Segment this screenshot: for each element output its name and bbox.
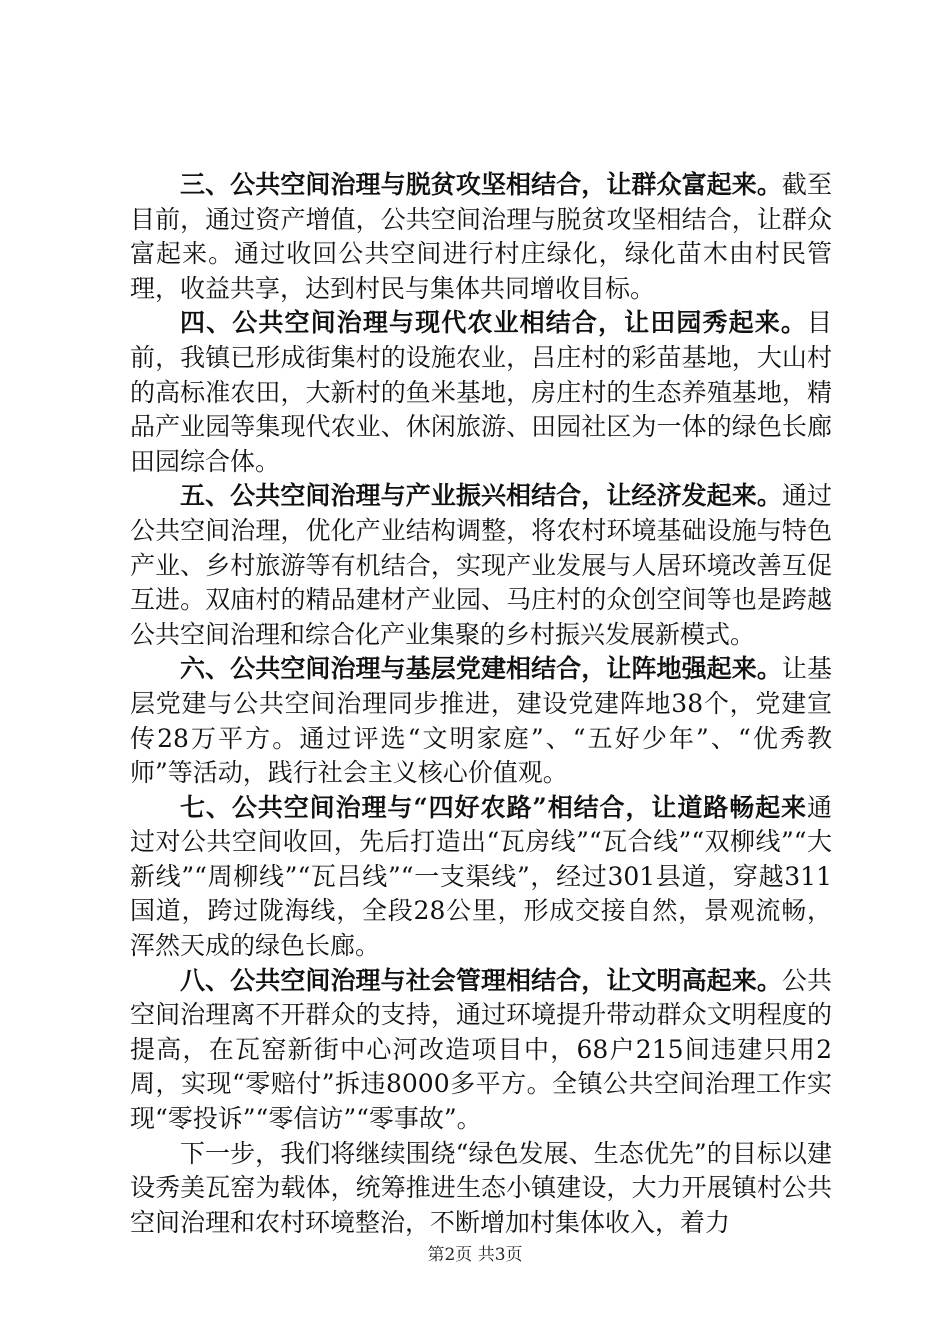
paragraph-7 — [130, 791, 832, 964]
paragraph-6 — [130, 652, 832, 790]
paragraph-heading: 五、公共空间治理与产业振兴相结合，让经济发起来。 — [180, 481, 782, 511]
paragraph-heading: 八、公共空间治理与社会管理相结合，让文明高起来。 — [180, 965, 782, 995]
paragraph-heading: 四、公共空间治理与现代农业相结合，让田园秀起来。 — [180, 308, 807, 338]
paragraph-text: 通过对公共空间收回，先后打造出“瓦房线”“瓦合线”“双柳线”“大新线”“周柳线”“瓦吕线”“一支渠线”，经过301县道，穿越311国道，跨过陇海线，全段28公里，形成交接自然，景观流畅，浑然天成的绿色长廊。 — [130, 792, 832, 961]
paragraph-text: 截至目前，通过资产增值，公共空间治理与脱贫攻坚相结合，让群众富起来。通过收回公共空间进行村庄绿化，绿化苗木由村民管理，收益共享，达到村民与集体共同增收目标。 — [130, 170, 832, 303]
paragraph-text: 公共空间治理离不开群众的支持，通过环境提升带动群众文明程度的提高，在瓦窑新街中心河改造项目中，68户215间违建只用2周，实现“零赔付”拆违8000多平方。全镇公共空间治理工作实现“零投诉”“零信访”“零事故”。 — [130, 965, 832, 1134]
paragraph-4 — [130, 306, 832, 479]
paragraph-5 — [130, 479, 832, 652]
paragraph-text: 下一步，我们将继续围绕“绿色发展、生态优先”的目标以建设秀美瓦窑为载体，统筹推进生态小镇建设，大力开展镇村公共空间治理和农村环境整治，不断增加村集体收入，着力 — [130, 1138, 832, 1237]
paragraph-text: 通过公共空间治理，优化产业结构调整，将农村环境基础设施与特色产业、乡村旅游等有机结合，实现产业发展与人居环境改善互促互进。双庙村的精品建材产业园、马庄村的众创空间等也是跨越公共空间治理和综合化产业集聚的乡村振兴发展新模式。 — [130, 481, 832, 649]
paragraph-text: 目前，我镇已形成街集村的设施农业，吕庄村的彩苗基地，大山村的高标准农田，大新村的鱼米基地，房庄村的生态养殖基地，精品产业园等集现代农业、休闲旅游、田园社区为一体的绿色长廊田园综合体。 — [130, 308, 832, 476]
paragraph-8 — [130, 964, 832, 1137]
paragraph-heading: 六、公共空间治理与基层党建相结合，让阵地强起来。 — [180, 654, 782, 684]
paragraph-heading: 七、公共空间治理与“四好农路”相结合，让道路畅起来 — [180, 792, 807, 822]
page-number-footer: 第2页 共3页 — [427, 1245, 523, 1265]
paragraph-3 — [130, 168, 832, 306]
paragraph-text: 让基层党建与公共空间治理同步推进，建设党建阵地38个，党建宣传28万平方。通过评选“文明家庭”、“五好少年”、“优秀教师”等活动，践行社会主义核心价值观。 — [130, 654, 832, 788]
paragraph-heading: 三、公共空间治理与脱贫攻坚相结合，让群众富起来。 — [180, 170, 782, 199]
paragraph-next-step — [130, 1137, 832, 1241]
document-body — [130, 168, 832, 1240]
